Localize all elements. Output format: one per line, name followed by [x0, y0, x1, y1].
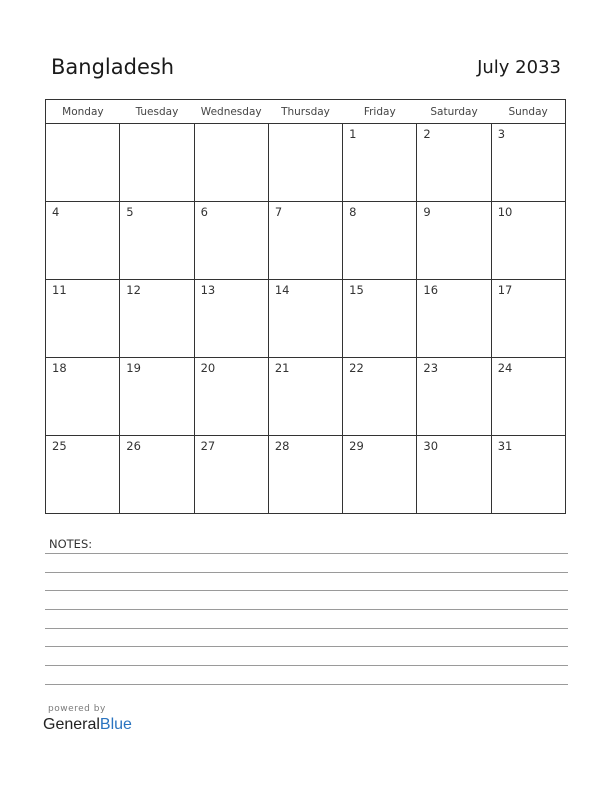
day-cell — [417, 436, 491, 514]
note-line — [45, 628, 568, 629]
day-number: 29 — [349, 439, 364, 453]
weekday-friday: Friday — [343, 100, 417, 124]
day-cell — [120, 202, 194, 280]
day-number — [120, 124, 193, 127]
day-cell — [120, 280, 194, 358]
day-number: 12 — [126, 283, 141, 297]
day-cell — [491, 436, 565, 514]
month-title: July 2033 — [477, 57, 561, 78]
day-number: 25 — [52, 439, 67, 453]
day-cell — [46, 358, 120, 436]
day-cell — [194, 436, 268, 514]
day-number — [195, 124, 268, 127]
note-line — [45, 684, 568, 685]
week-row — [46, 124, 566, 202]
note-line — [45, 609, 568, 610]
brand-general: General — [43, 716, 100, 733]
week-row — [46, 280, 566, 358]
weekday-monday: Monday — [46, 100, 120, 124]
day-cell — [268, 202, 342, 280]
day-number: 28 — [274, 439, 290, 453]
day-number: 9 — [423, 205, 431, 219]
day-number: 16 — [423, 283, 439, 297]
day-cell — [194, 358, 268, 436]
day-number: 2 — [423, 127, 431, 141]
day-number — [46, 124, 119, 127]
day-number: 27 — [200, 439, 216, 453]
brand-logo — [43, 716, 132, 734]
day-cell — [120, 358, 194, 436]
day-cell — [268, 358, 342, 436]
day-number: 1 — [349, 127, 357, 141]
day-cell — [46, 280, 120, 358]
day-number: 31 — [497, 439, 513, 453]
notes-label: NOTES: — [49, 537, 93, 551]
day-number: 15 — [349, 283, 364, 297]
day-number: 26 — [126, 439, 141, 453]
day-cell — [417, 358, 491, 436]
day-cell — [343, 124, 417, 202]
day-cell — [268, 280, 342, 358]
weekday-sunday: Sunday — [491, 100, 565, 124]
day-number: 10 — [497, 205, 513, 219]
day-number: 3 — [497, 127, 506, 141]
weekday-header-row — [46, 100, 566, 124]
day-cell — [194, 280, 268, 358]
day-cell — [120, 436, 194, 514]
weekday-thursday: Thursday — [268, 100, 342, 124]
note-line — [45, 553, 568, 554]
day-number: 21 — [274, 361, 290, 375]
day-number — [269, 124, 342, 127]
powered-by-text: powered by — [48, 704, 106, 714]
weekday-saturday: Saturday — [417, 100, 491, 124]
week-row — [46, 202, 566, 280]
day-number: 22 — [349, 361, 364, 375]
day-number: 4 — [52, 205, 60, 219]
day-cell — [491, 358, 565, 436]
weekday-tuesday: Tuesday — [120, 100, 194, 124]
day-cell — [46, 202, 120, 280]
note-line — [45, 665, 568, 666]
day-cell — [268, 436, 342, 514]
day-cell — [46, 124, 120, 202]
day-number: 11 — [52, 283, 67, 297]
day-cell — [343, 358, 417, 436]
day-cell — [46, 436, 120, 514]
day-number: 14 — [274, 283, 290, 297]
day-cell — [417, 280, 491, 358]
day-number: 13 — [200, 283, 216, 297]
note-line — [45, 646, 568, 647]
day-number: 23 — [423, 361, 439, 375]
day-cell — [268, 124, 342, 202]
day-cell — [491, 124, 565, 202]
brand-blue: Blue — [99, 716, 132, 733]
day-cell — [491, 280, 565, 358]
day-number: 17 — [497, 283, 513, 297]
day-number: 7 — [274, 205, 283, 219]
note-line — [45, 572, 568, 573]
day-cell — [120, 124, 194, 202]
day-number: 5 — [126, 205, 134, 219]
day-cell — [194, 124, 268, 202]
day-cell — [194, 202, 268, 280]
day-number: 24 — [497, 361, 513, 375]
country-title: Bangladesh — [51, 55, 175, 79]
day-cell — [343, 202, 417, 280]
day-number: 6 — [200, 205, 208, 219]
day-number: 18 — [52, 361, 67, 375]
day-number: 20 — [200, 361, 216, 375]
day-cell — [417, 124, 491, 202]
day-cell — [343, 436, 417, 514]
day-cell — [417, 202, 491, 280]
day-cell — [491, 202, 565, 280]
day-number: 30 — [423, 439, 439, 453]
day-number: 8 — [349, 205, 357, 219]
day-number: 19 — [126, 361, 141, 375]
calendar-grid — [45, 99, 566, 514]
day-cell — [343, 280, 417, 358]
week-row — [46, 436, 566, 514]
note-line — [45, 590, 568, 591]
week-row — [46, 358, 566, 436]
weekday-wednesday: Wednesday — [194, 100, 268, 124]
